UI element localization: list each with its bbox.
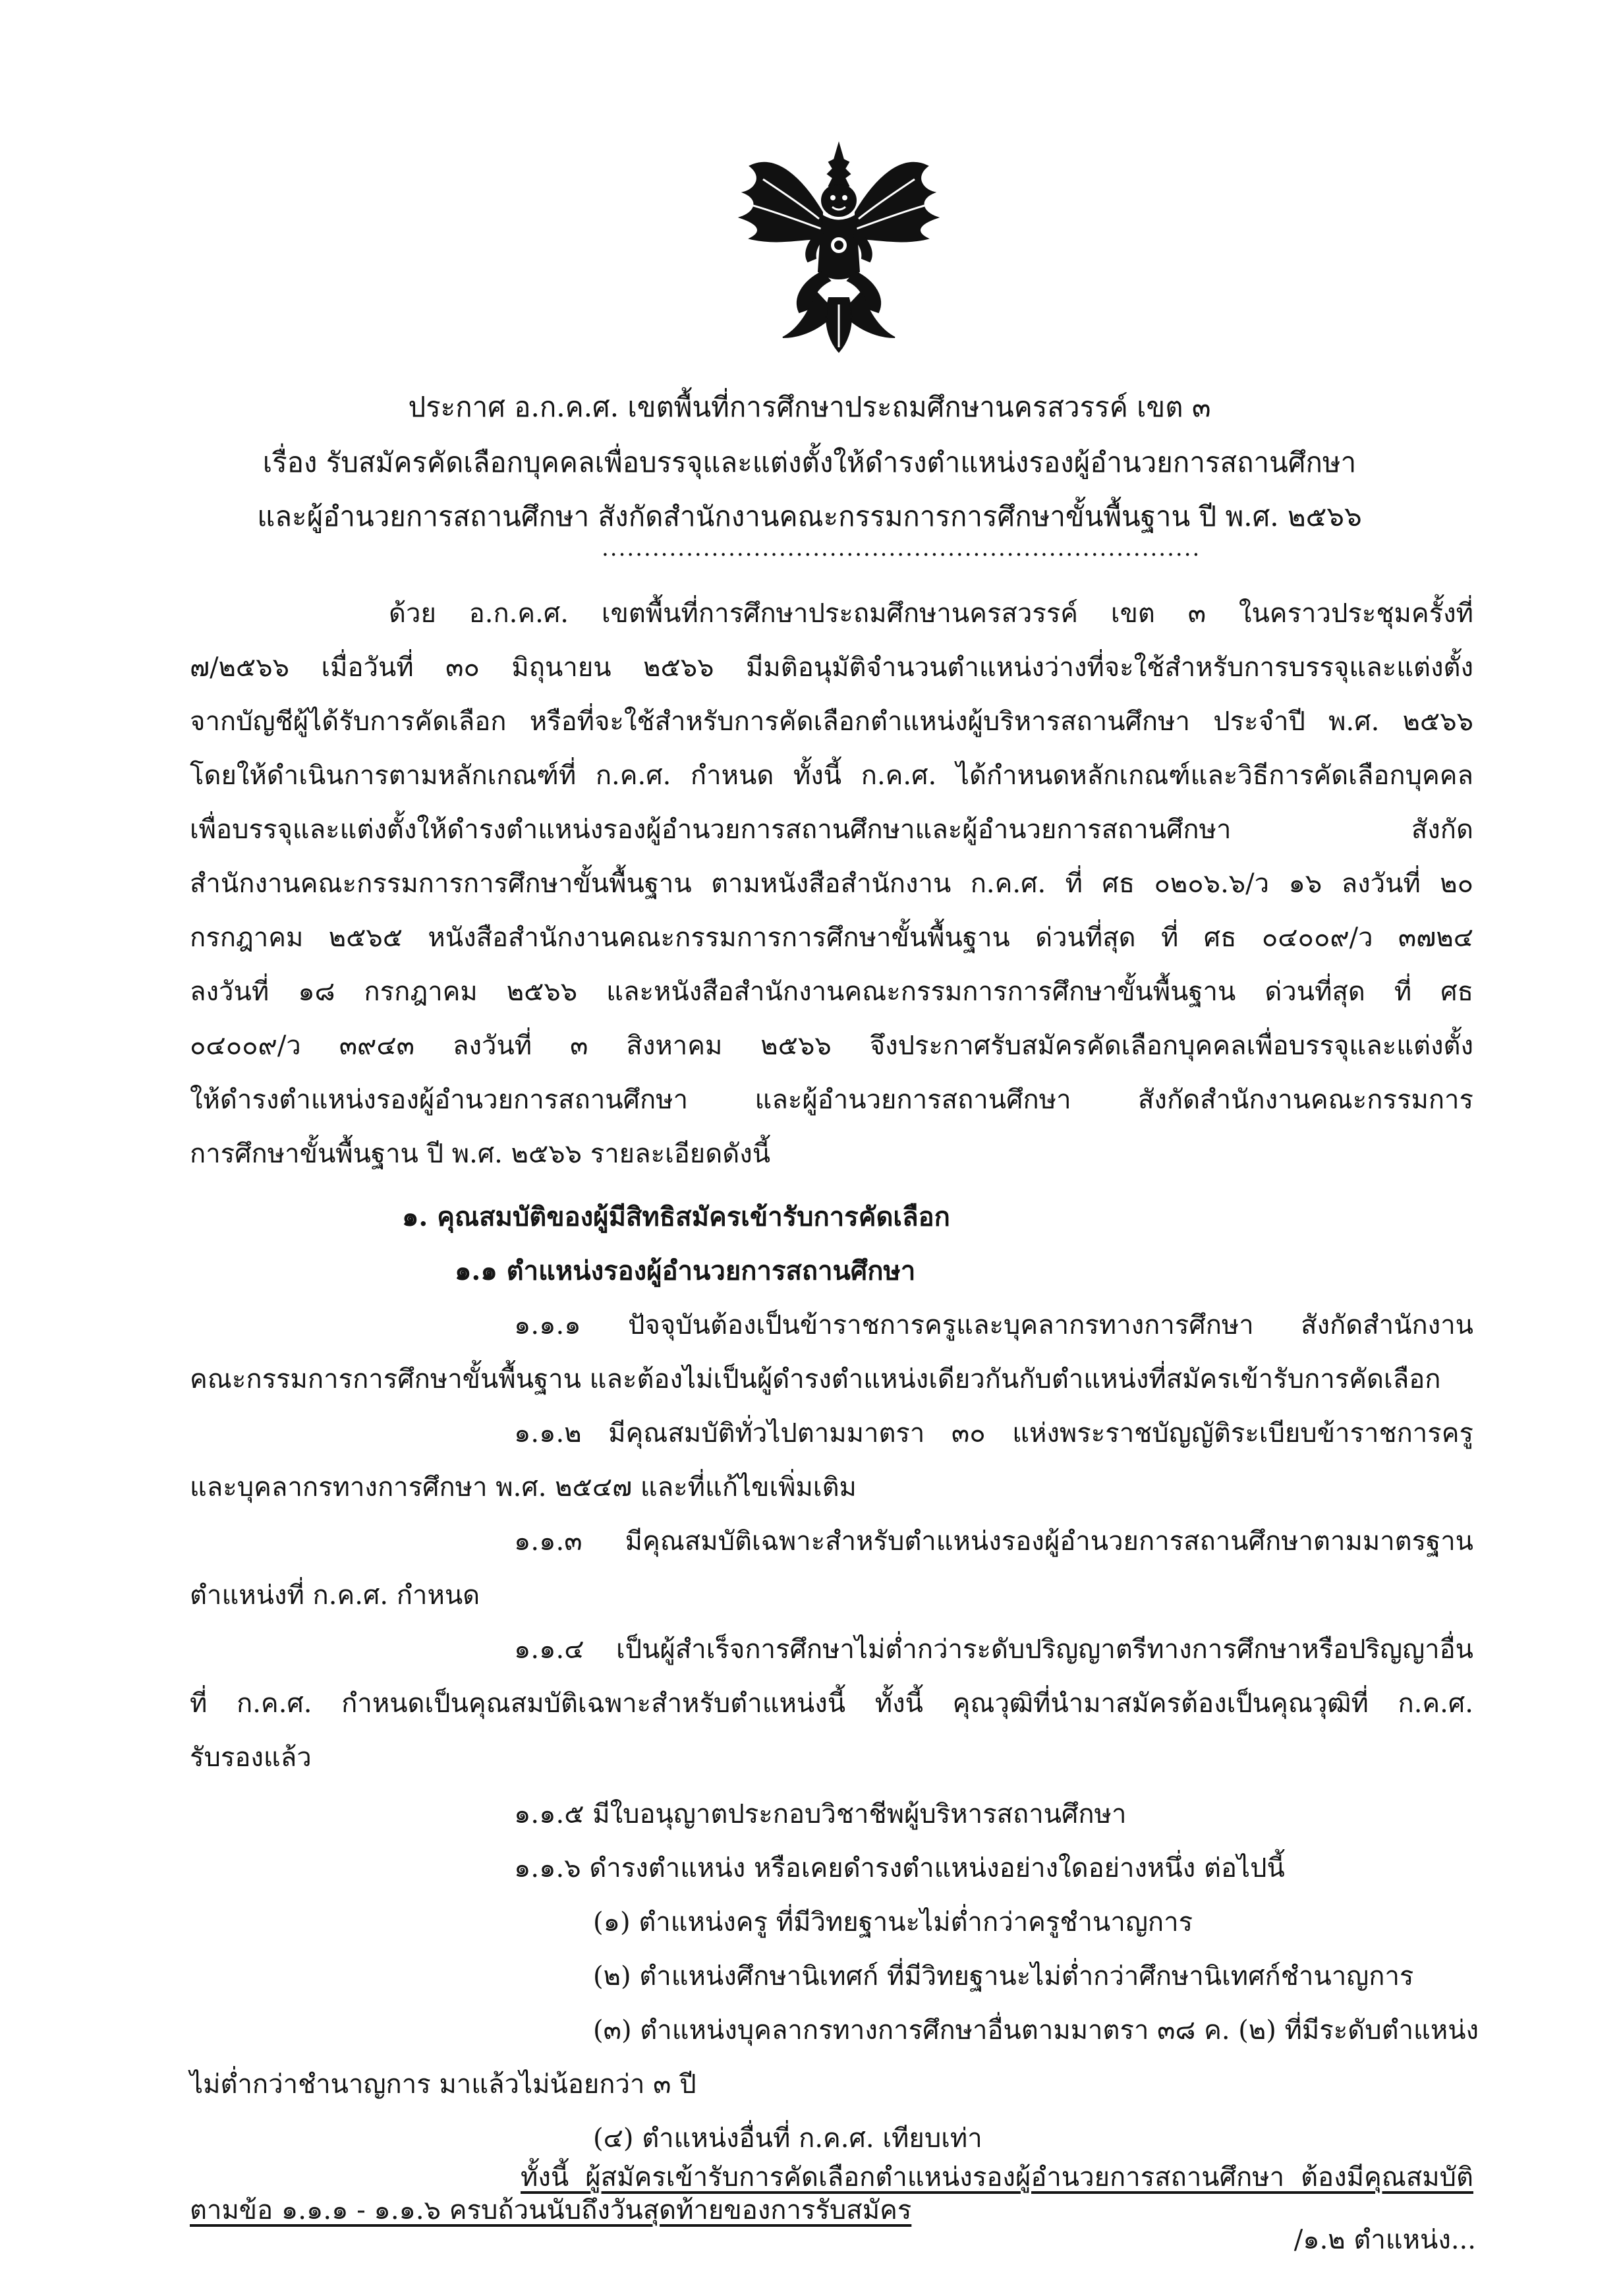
- intro-line: ลงวันที่ ๑๘ กรกฎาคม ๒๕๖๖ และหนังสือสำนักงานคณะกรรมการการศึกษาขั้นพื้นฐาน ด่วนที่สุด ที่ ศธ: [190, 977, 1473, 1007]
- intro-line: เพื่อบรรจุและแต่งตั้งให้ดำรงตำแหน่งรองผู้อำนวยการสถานศึกษาและผู้อำนวยการสถานศึกษา สังกัด: [190, 815, 1473, 845]
- sub-item-4: (๔) ตำแหน่งอื่นที่ ก.ค.ศ. เทียบเท่า: [593, 2123, 982, 2154]
- intro-line: โดยให้ดำเนินการตามหลักเกณฑ์ที่ ก.ค.ศ. กำหนด ทั้งนี้ ก.ค.ศ. ได้กำหนดหลักเกณฑ์และวิธีการคัดเลือกบุคคล: [190, 761, 1473, 791]
- item-1-1-4-cont: ที่ ก.ค.ศ. กำหนดเป็นคุณสมบัติเฉพาะสำหรับตำแหน่งนี้ ทั้งนี้ คุณวุฒิที่นำมาสมัครต้องเป็นคุณวุฒิที่ ก.ค.ศ.: [190, 1688, 1473, 1719]
- section-1-1-title: ๑.๑ ตำแหน่งรองผู้อำนวยการสถานศึกษา: [455, 1255, 916, 1286]
- item-1-1-6: ๑.๑.๖ ดำรงตำแหน่ง หรือเคยดำรงตำแหน่งอย่างใดอย่างหนึ่ง ต่อไปนี้: [514, 1853, 1285, 1883]
- sub-item-2: (๒) ตำแหน่งศึกษานิเทศก์ ที่มีวิทยฐานะไม่ต่ำกว่าศึกษานิเทศก์ชำนาญการ: [593, 1961, 1414, 1992]
- intro-line: จากบัญชีผู้ได้รับการคัดเลือก หรือที่จะใช้สำหรับการคัดเลือกตำแหน่งผู้บริหารสถานศึกษา ประจำปี พ.ศ. ๒๕๖๖: [190, 706, 1473, 737]
- page-continuation: /๑.๒ ตำแหน่ง...: [1293, 2225, 1476, 2255]
- sub-item-3: (๓) ตำแหน่งบุคลากรทางการศึกษาอื่นตามมาตรา ๓๘ ค. (๒) ที่มีระดับตำแหน่ง: [593, 2015, 1479, 2046]
- announcement-subject-continued: และผู้อำนวยการสถานศึกษา สังกัดสำนักงานคณะกรรมการการศึกษาขั้นพื้นฐาน ปี พ.ศ. ๒๕๖๖: [257, 500, 1362, 532]
- intro-line: ๐๔๐๐๙/ว ๓๙๔๓ ลงวันที่ ๓ สิงหาคม ๒๕๖๖ จึงประกาศรับสมัครคัดเลือกบุคคลเพื่อบรรจุและแต่งตั้ง: [190, 1031, 1473, 1061]
- announcement-title: ประกาศ อ.ก.ค.ศ. เขตพื้นที่การศึกษาประถมศึกษานครสวรรค์ เขต ๓: [408, 391, 1211, 423]
- intro-line-last: การศึกษาขั้นพื้นฐาน ปี พ.ศ. ๒๕๖๖ รายละเอียดดังนี้: [190, 1139, 771, 1169]
- intro-line: ๗/๒๕๖๖ เมื่อวันที่ ๓๐ มิถุนายน ๒๕๖๖ มีมติอนุมัติจำนวนตำแหน่งว่างที่จะใช้สำหรับการบรรจุและแต่งตั้ง: [190, 652, 1473, 683]
- intro-line: ด้วย อ.ก.ค.ศ. เขตพื้นที่การศึกษาประถมศึกษานครสวรรค์ เขต ๓ ในคราวประชุมครั้งที่: [389, 598, 1473, 629]
- item-1-1-1-cont: คณะกรรมการการศึกษาขั้นพื้นฐาน และต้องไม่เป็นผู้ดำรงตำแหน่งเดียวกันกับตำแหน่งที่สมัครเข้ารับการคัดเลือก: [190, 1364, 1441, 1394]
- announcement-subject: เรื่อง รับสมัครคัดเลือกบุคคลเพื่อบรรจุและแต่งตั้งให้ดำรงตำแหน่งรองผู้อำนวยการสถานศึกษา: [262, 446, 1357, 478]
- qualification-note: ทั้งนี้ ผู้สมัครเข้ารับการคัดเลือกตำแหน่งรองผู้อำนวยการสถานศึกษา ต้องมีคุณสมบัติ: [521, 2162, 1473, 2193]
- section-1-title: ๑. คุณสมบัติของผู้มีสิทธิสมัครเข้ารับการคัดเลือก: [402, 1201, 950, 1232]
- intro-line: ให้ดำรงตำแหน่งรองผู้อำนวยการสถานศึกษา และผู้อำนวยการสถานศึกษา สังกัดสำนักงานคณะกรรมการ: [190, 1085, 1473, 1115]
- item-1-1-3-cont: ตำแหน่งที่ ก.ค.ศ. กำหนด: [190, 1580, 480, 1611]
- item-1-1-2: ๑.๑.๒ มีคุณสมบัติทั่วไปตามมาตรา ๓๐ แห่งพระราชบัญญัติระเบียบข้าราชการครู: [514, 1418, 1473, 1449]
- item-1-1-5: ๑.๑.๕ มีใบอนุญาตประกอบวิชาชีพผู้บริหารสถานศึกษา: [514, 1799, 1127, 1829]
- item-1-1-4-cont: รับรองแล้ว: [190, 1742, 312, 1773]
- intro-line: สำนักงานคณะกรรมการการศึกษาขั้นพื้นฐาน ตามหนังสือสำนักงาน ก.ค.ศ. ที่ ศธ ๐๒๐๖.๖/ว ๑๖ ลงวันที่ ๒๐: [190, 869, 1473, 899]
- separator-dots: .......................................................................: [602, 535, 1201, 561]
- sub-item-3-cont: ไม่ต่ำกว่าชำนาญการ มาแล้วไม่น้อยกว่า ๓ ปี: [190, 2069, 696, 2100]
- qualification-note-cont: ตามข้อ ๑.๑.๑ - ๑.๑.๖ ครบถ้วนนับถึงวันสุดท้ายของการรับสมัคร: [190, 2195, 912, 2225]
- item-1-1-3: ๑.๑.๓ มีคุณสมบัติเฉพาะสำหรับตำแหน่งรองผู้อำนวยการสถานศึกษาตามมาตรฐาน: [514, 1526, 1473, 1557]
- item-1-1-2-cont: และบุคลากรทางการศึกษา พ.ศ. ๒๕๔๗ และที่แก้ไขเพิ่มเติม: [190, 1472, 857, 1503]
- intro-line: กรกฎาคม ๒๕๖๕ หนังสือสำนักงานคณะกรรมการการศึกษาขั้นพื้นฐาน ด่วนที่สุด ที่ ศธ ๐๔๐๐๙/ว ๓๗๒๔: [190, 923, 1473, 953]
- item-1-1-1: ๑.๑.๑ ปัจจุบันต้องเป็นข้าราชการครูและบุคลากรทางการศึกษา สังกัดสำนักงาน: [514, 1310, 1473, 1340]
- item-1-1-4: ๑.๑.๔ เป็นผู้สำเร็จการศึกษาไม่ต่ำกว่าระดับปริญญาตรีทางการศึกษาหรือปริญญาอื่น: [514, 1634, 1473, 1665]
- sub-item-1: (๑) ตำแหน่งครู ที่มีวิทยฐานะไม่ต่ำกว่าครูชำนาญการ: [593, 1907, 1193, 1937]
- garuda-emblem-icon: [730, 140, 948, 356]
